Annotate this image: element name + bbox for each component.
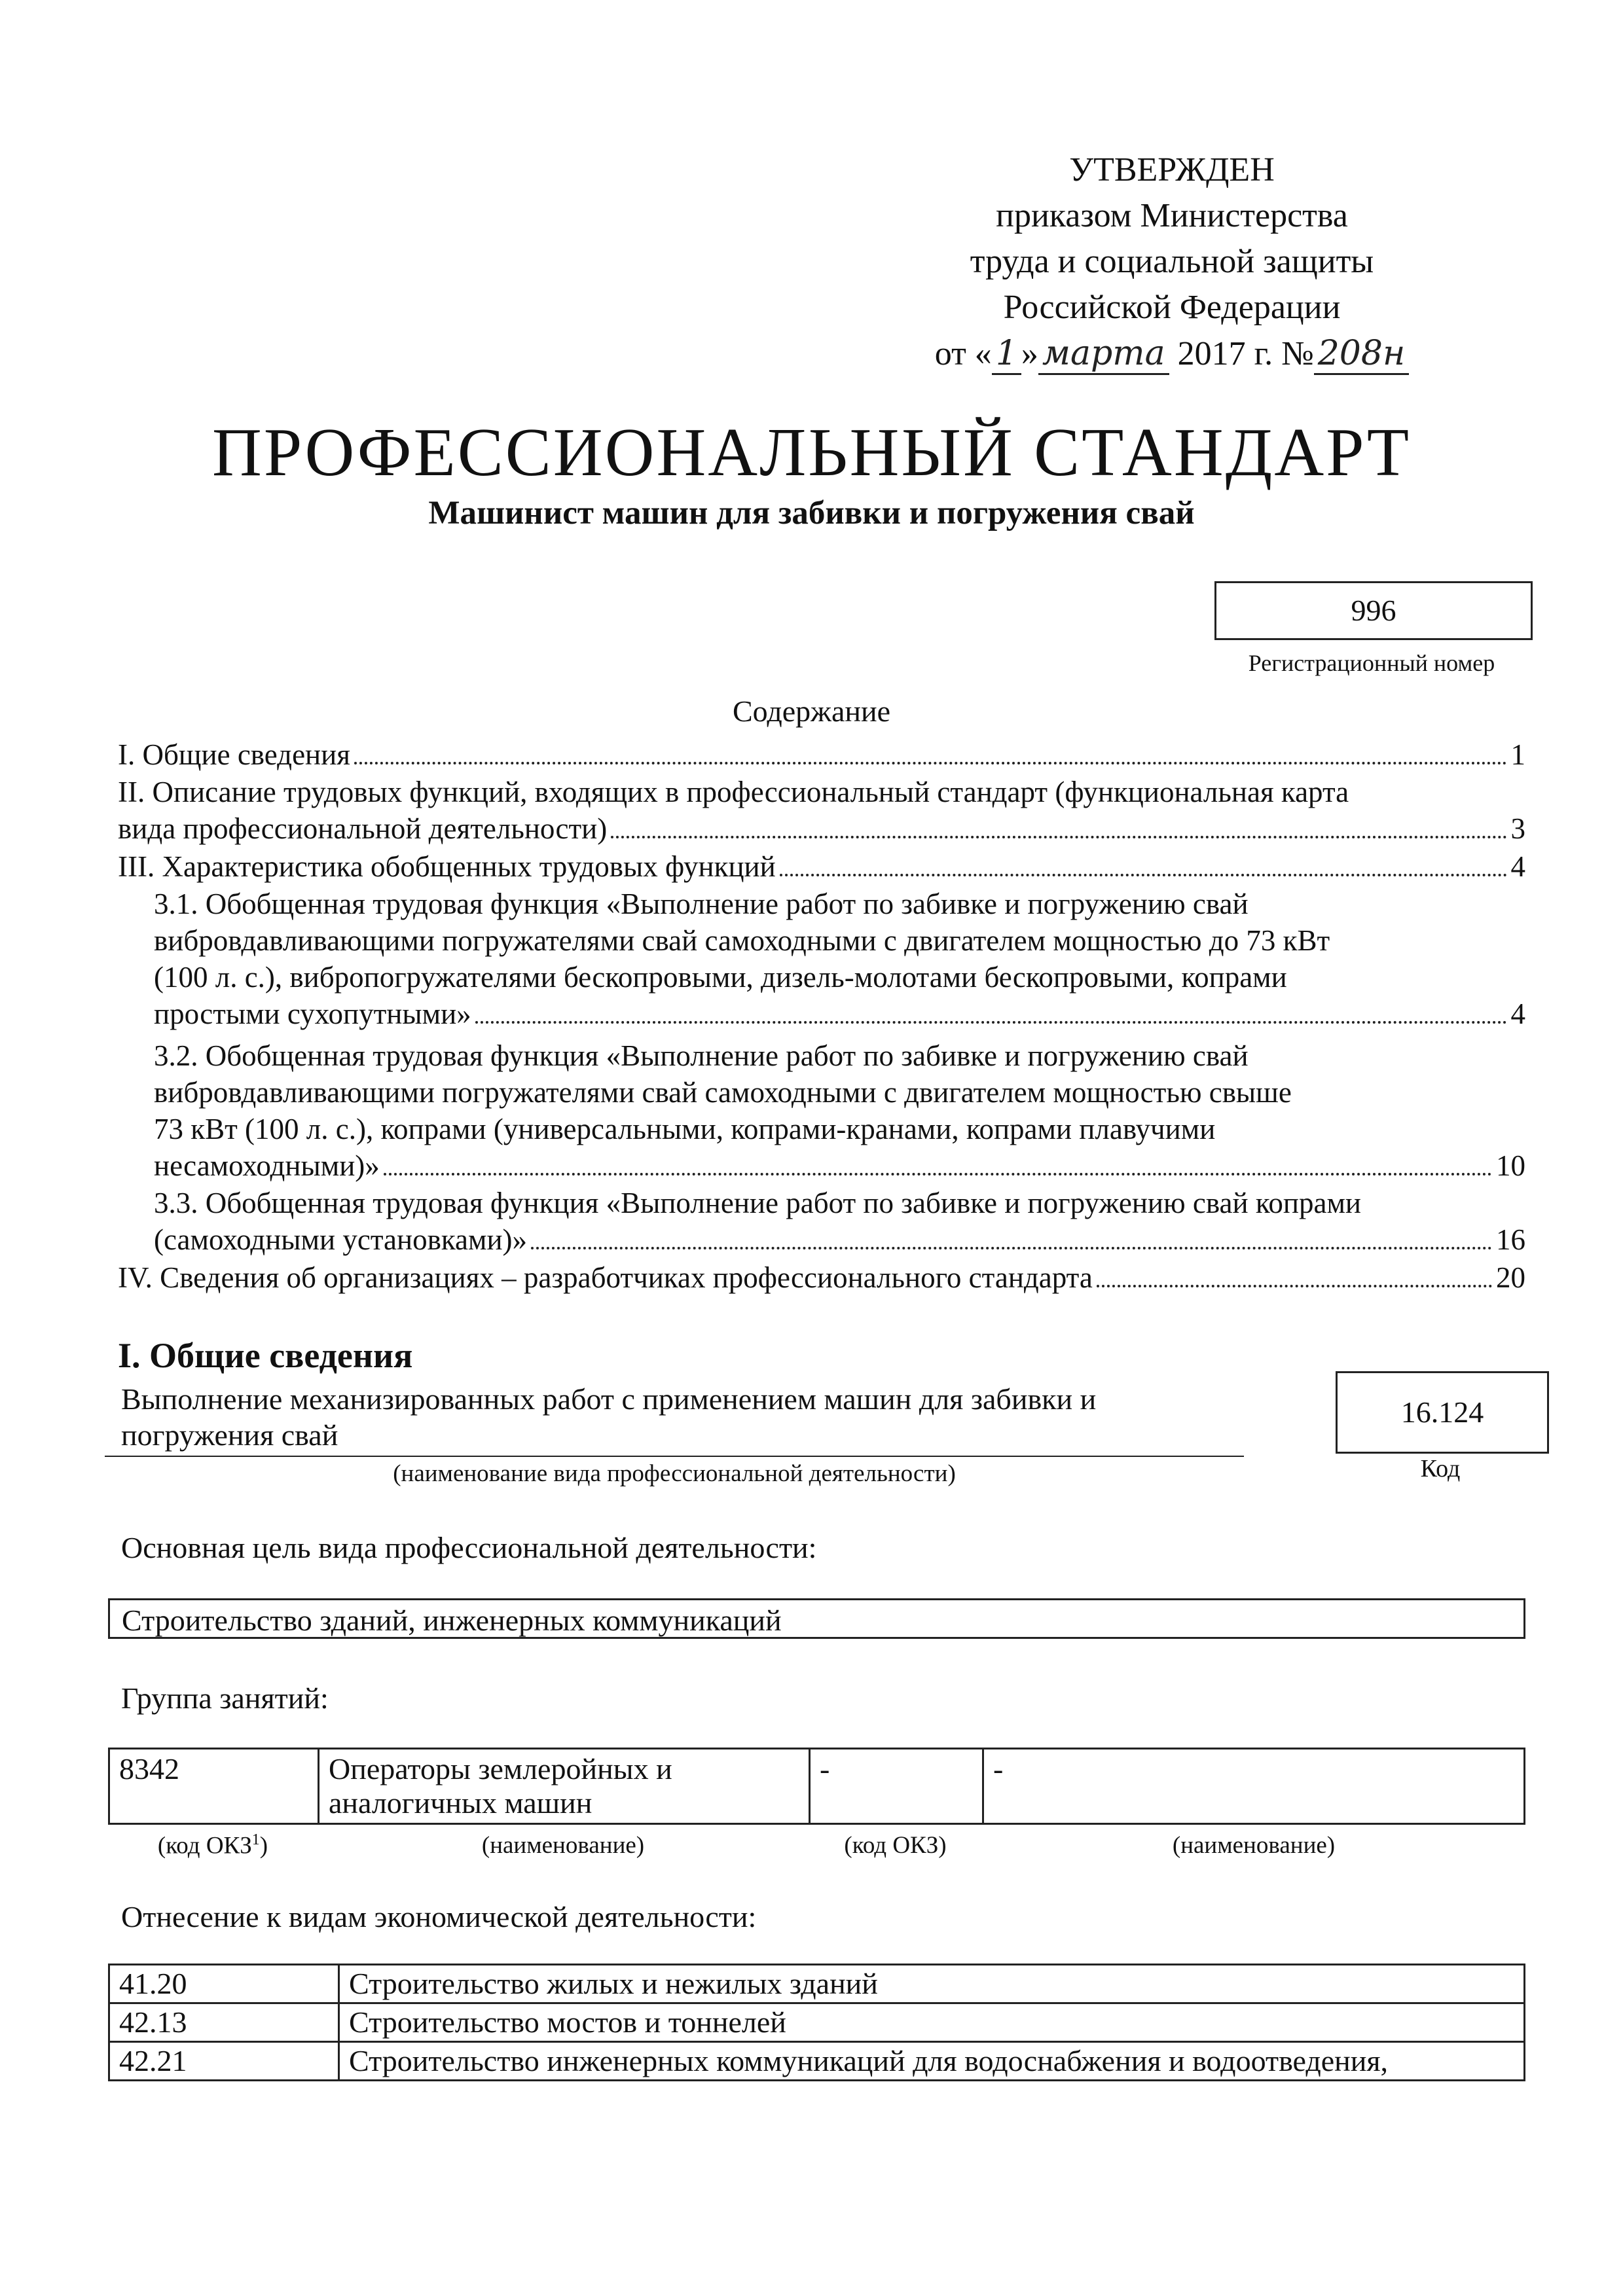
table-row <box>109 1965 1525 2003</box>
okz-name-cell: Операторы землеройных и аналогичных машин <box>319 1749 810 1824</box>
toc-page: 20 <box>1496 1261 1525 1294</box>
document-title: ПРОФЕССИОНАЛЬНЫЙ СТАНДАРТ <box>212 414 1411 490</box>
toc-page: 3 <box>1510 812 1525 845</box>
okved-code-cell: 41.20 <box>109 1965 339 2003</box>
document-subtitle: Машинист машин для забивки и погружения свай <box>428 495 1195 531</box>
toc-leader <box>780 874 1507 876</box>
table-row <box>109 1749 1525 1824</box>
goal-label: Основная цель вида профессиональной деятельности: <box>121 1531 817 1564</box>
toc-page: 4 <box>1510 997 1525 1030</box>
section-heading: I. Общие сведения <box>118 1336 413 1375</box>
econ-activity-table <box>108 1964 1525 2081</box>
okved-code-cell: 42.21 <box>109 2042 339 2081</box>
toc-leader <box>384 1173 1492 1175</box>
toc-page: 10 <box>1496 1149 1525 1182</box>
registration-number-box: 996 <box>1214 581 1533 640</box>
okved-name-cell: Строительство мостов и тоннелей <box>339 2003 1525 2042</box>
table-row <box>109 2042 1525 2081</box>
okz-code-cell: - <box>810 1749 983 1824</box>
handwritten-day: 1 <box>992 334 1021 375</box>
toc-leader <box>354 762 1507 764</box>
toc-entry: 3.1. Обобщенная трудовая функция «Выполнение работ по забивке и погружению свай вибровдавливающими погружателями свай самоходными с двигателем мощностью до 73 кВт (100 л. с.), вибропогружателями бескопровыми, дизель-молотами бескопровыми, копрами простыми сухопутными» 4 <box>154 886 1525 1032</box>
toc-page: 4 <box>1510 850 1525 883</box>
underline <box>105 1456 1244 1457</box>
approval-block <box>851 147 1493 377</box>
okz-code-caption: (код ОКЗ$^1$) <box>157 1831 268 1859</box>
okved-name-cell: Строительство жилых и нежилых зданий <box>339 1965 1525 2003</box>
okved-name-cell: Строительство инженерных коммуникаций для водоснабжения и водоотведения, <box>339 2042 1525 2081</box>
toc-leader <box>475 1021 1507 1024</box>
toc-entry: II. Описание трудовых функций, входящих в профессиональный стандарт (функциональная карта вида профессиональной деятельности) 3 <box>118 774 1525 847</box>
activity-code-label: Код <box>1420 1455 1461 1482</box>
group-label: Группа занятий: <box>121 1681 329 1715</box>
approval-title: УТВЕРЖДЕН <box>1069 151 1275 188</box>
activity-code-box: 16.124 <box>1336 1371 1549 1454</box>
approval-line: труда и социальной защиты <box>970 243 1374 280</box>
footnote-marker: 1 <box>251 1831 260 1848</box>
approval-line: Российской Федерации <box>1003 289 1341 326</box>
toc-leader <box>531 1247 1492 1249</box>
toc-heading: Содержание <box>732 694 891 728</box>
activity-caption: (наименование вида профессиональной деятельности) <box>393 1460 956 1487</box>
okz-code-cell: 8342 <box>109 1749 319 1824</box>
toc-leader <box>1097 1285 1492 1287</box>
toc-entry: I. Общие сведения 1 <box>118 736 1525 773</box>
occupation-table <box>108 1748 1525 1825</box>
econ-label: Отнесение к видам экономической деятельности: <box>121 1900 757 1933</box>
handwritten-month: марта <box>1038 334 1169 375</box>
okz-name-caption: (наименование) <box>1172 1832 1336 1859</box>
handwritten-number: 208н <box>1314 334 1410 375</box>
toc-page: 16 <box>1496 1223 1525 1256</box>
okved-code-cell: 42.13 <box>109 2003 339 2042</box>
approval-date: от « 1 » марта 2017 г. № 208н <box>851 331 1493 377</box>
goal-box: Строительство зданий, инженерных коммуникаций <box>108 1598 1525 1639</box>
table-row <box>109 2003 1525 2042</box>
toc-leader <box>611 836 1506 838</box>
okz-code-caption: (код ОКЗ) <box>844 1832 947 1859</box>
approval-line: приказом Министерства <box>996 197 1348 234</box>
toc-entry: 3.3. Обобщенная трудовая функция «Выполнение работ по забивке и погружению свай копрами (самоходными установками)» 16 <box>154 1185 1525 1258</box>
toc-entry: III. Характеристика обобщенных трудовых функций 4 <box>118 848 1525 885</box>
okz-name-caption: (наименование) <box>481 1832 645 1859</box>
activity-name: Выполнение механизированных работ с применением машин для забивки и погружения свай <box>121 1382 1097 1452</box>
toc-page: 1 <box>1510 738 1525 771</box>
okz-name-cell: - <box>983 1749 1525 1824</box>
toc-entry: 3.2. Обобщенная трудовая функция «Выполнение работ по забивке и погружению свай вибровдавливающими погружателями свай самоходными с двигателем мощностью свыше 73 кВт (100 л. с.), копрами (универсальными, копрами-кранами, копрами плавучими несамоходными)» 10 <box>154 1037 1525 1184</box>
toc-entry: IV. Сведения об организациях – разработчиках профессионального стандарта 20 <box>118 1259 1525 1296</box>
registration-number-label: Регистрационный номер <box>1248 650 1495 676</box>
